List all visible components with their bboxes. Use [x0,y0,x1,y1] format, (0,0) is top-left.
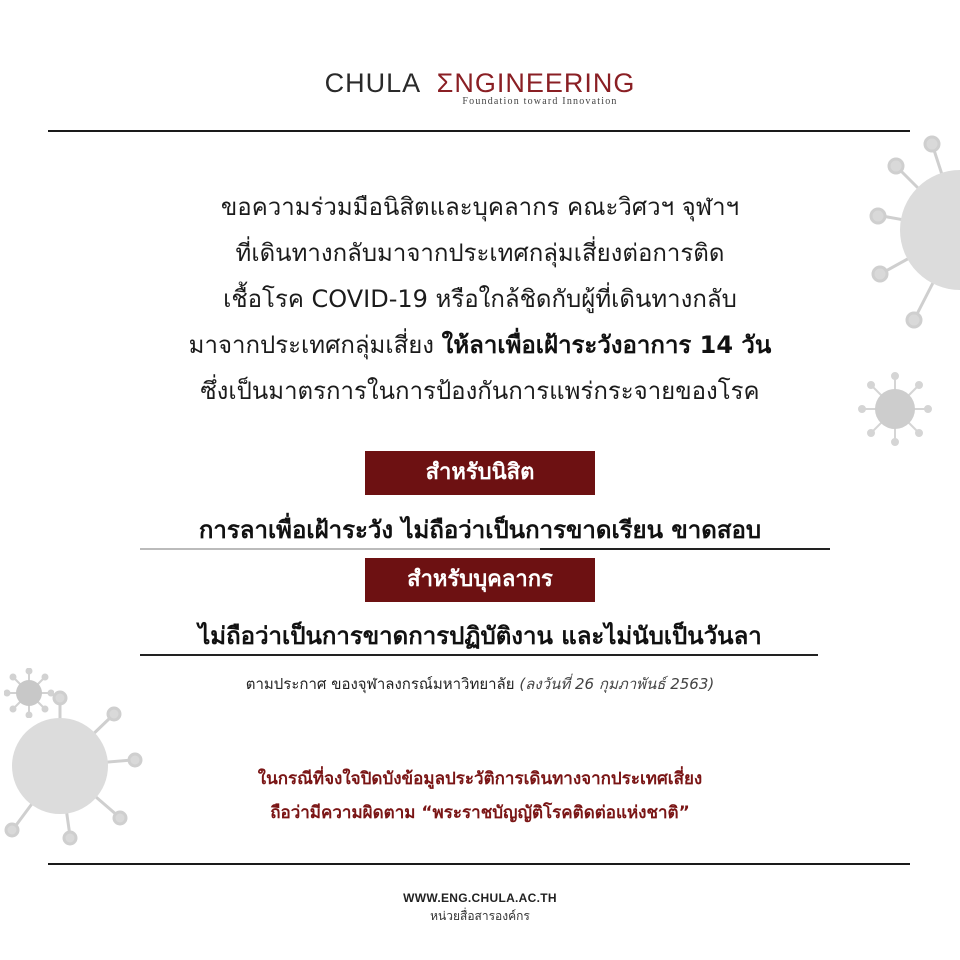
intro-line: ที่เดินทางกลับมาจากประเทศกลุ่มเสี่ยงต่อการติด [235,239,725,267]
intro-line: ซึ่งเป็นมาตรการในการป้องกันการแพร่กระจายของโรค [200,377,760,405]
students-statement: การลาเพื่อเฝ้าระวัง ไม่ถือว่าเป็นการขาดเรียน ขาดสอบ [198,516,762,544]
intro-line: เชื้อโรค COVID-19 หรือใกล้ชิดกับผู้ที่เดินทางกลับ [223,285,737,313]
staff-statement: ไม่ถือว่าเป็นการขาดการปฏิบัติงาน และไม่นับเป็นวันลา [198,622,762,650]
logo-tagline: Foundation toward Innovation [462,96,618,107]
intro-line4-plain: มาจากประเทศกลุ่มเสี่ยง [188,331,442,359]
reference-text: ตามประกาศ ของจุฬาลงกรณ์มหาวิทยาลัย [245,675,520,693]
top-divider [48,130,910,132]
intro-line4-bold: ให้ลาเพื่อเฝ้าระวังอาการ 14 วัน [441,331,772,359]
students-label: สำหรับนิสิต [365,451,595,495]
reference-date: (ลงวันที่ 26 กุมภาพันธ์ 2563) [519,675,715,693]
underline [140,654,818,656]
footer-url: WWW.ENG.CHULA.AC.TH [403,891,557,905]
warning-line: ในกรณีที่จงใจปิดบังข้อมูลประวัติการเดินทางจากประเทศเสี่ยง [257,769,703,789]
logo-chula: CHULA [324,68,420,98]
underline [540,548,830,550]
footer [0,891,960,926]
bottom-divider [48,863,910,865]
logo [0,68,960,107]
underline [140,548,540,550]
logo-engineering: ΣNGINEERING [436,68,636,98]
reference-note [0,672,960,696]
staff-label: สำหรับบุคลากร [365,558,595,602]
intro-paragraph [0,184,960,414]
intro-line: ขอความร่วมมือนิสิตและบุคลากร คณะวิศวฯ จุฬาฯ [220,193,740,221]
intro-line [0,322,960,368]
warning-line: ถือว่ามีความผิดตาม “พระราชบัญญัติโรคติดต่อแห่งชาติ” [270,803,690,823]
footer-unit: หน่วยสื่อสารองค์กร [430,909,530,923]
warning-note [0,762,960,830]
